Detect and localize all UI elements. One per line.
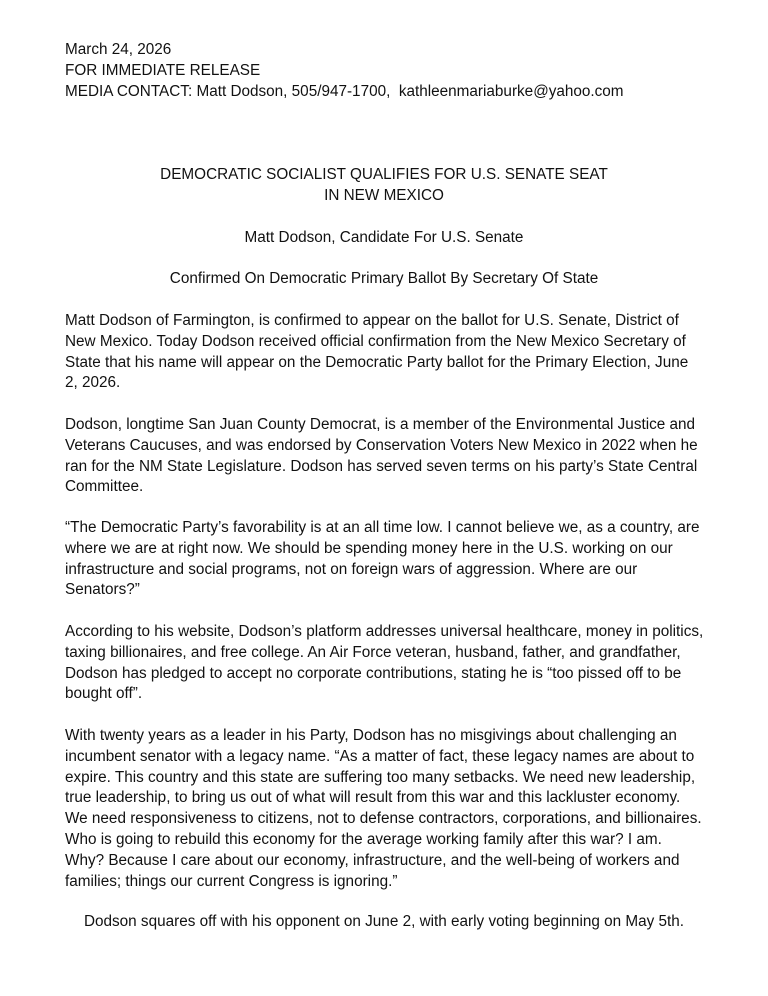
release-notice: FOR IMMEDIATE RELEASE [65, 61, 261, 79]
closing-line: Dodson squares off with his opponent on June 2, with early voting beginning on May 5th. [83, 913, 685, 930]
body-paragraph: According to his website, Dodson’s platform addresses universal healthcare, money in politics, taxing billionaires, and free college. An Air Force veteran, husband, father, and grandfather, Dodson has pledged to accept no corporate contributions, stating he is “too pissed off to be bought off”. [65, 623, 704, 703]
body-paragraph: “The Democratic Party’s favorability is at an all time low. I cannot believe we, as a country, are where we are at right now. We should be spending money here in the U.S. working on our infrastructure and social programs, not on foreign wars of aggression. Where are our Senators?” [65, 519, 700, 599]
media-contact: MEDIA CONTACT: Matt Dodson, 505/947-1700, kathleenmariaburke@yahoo.com [65, 82, 624, 100]
body-paragraph: Dodson, longtime San Juan County Democrat, is a member of the Environmental Justice and Veterans Caucuses, and was endorsed by Conservation Voters New Mexico in 2022 when he ran for the NM State Legislature. Dodson has served seven terms on his party’s State Central Committee. [65, 416, 698, 496]
release-date: March 24, 2026 [65, 41, 172, 58]
subheadline-confirmation: Confirmed On Democratic Primary Ballot By Secretary Of State [169, 270, 599, 287]
headline-line-1: DEMOCRATIC SOCIALIST QUALIFIES FOR U.S. SENATE SEAT [160, 166, 608, 183]
subheadline-candidate: Matt Dodson, Candidate For U.S. Senate [244, 229, 524, 246]
body-paragraph: With twenty years as a leader in his Party, Dodson has no misgivings about challenging an incumbent senator with a legacy name. “As a matter of fact, these legacy names are about to expire. This country and this state are suffering too many setbacks. We need new leadership, true leadership, to bring us out of what will result from this war and this lackluster economy. We need responsiveness to citizens, not to defense contractors, corporations, and billionaires. Who is going to rebuild this economy for the average working family after this war? I am. Why? Because I care about our economy, infrastructure, and the well-being of workers and families; things our current Congress is ignoring.” [65, 727, 702, 890]
headline-line-2: IN NEW MEXICO [324, 186, 444, 204]
release-header [65, 40, 745, 102]
body-paragraph: Matt Dodson of Farmington, is confirmed to appear on the ballot for U.S. Senate, District of New Mexico. Today Dodson received official confirmation from the New Mexico Secretary of State that his name will appear on the Democratic Party ballot for the Primary Election, June 2, 2026. [65, 312, 689, 392]
headline [0, 165, 768, 207]
